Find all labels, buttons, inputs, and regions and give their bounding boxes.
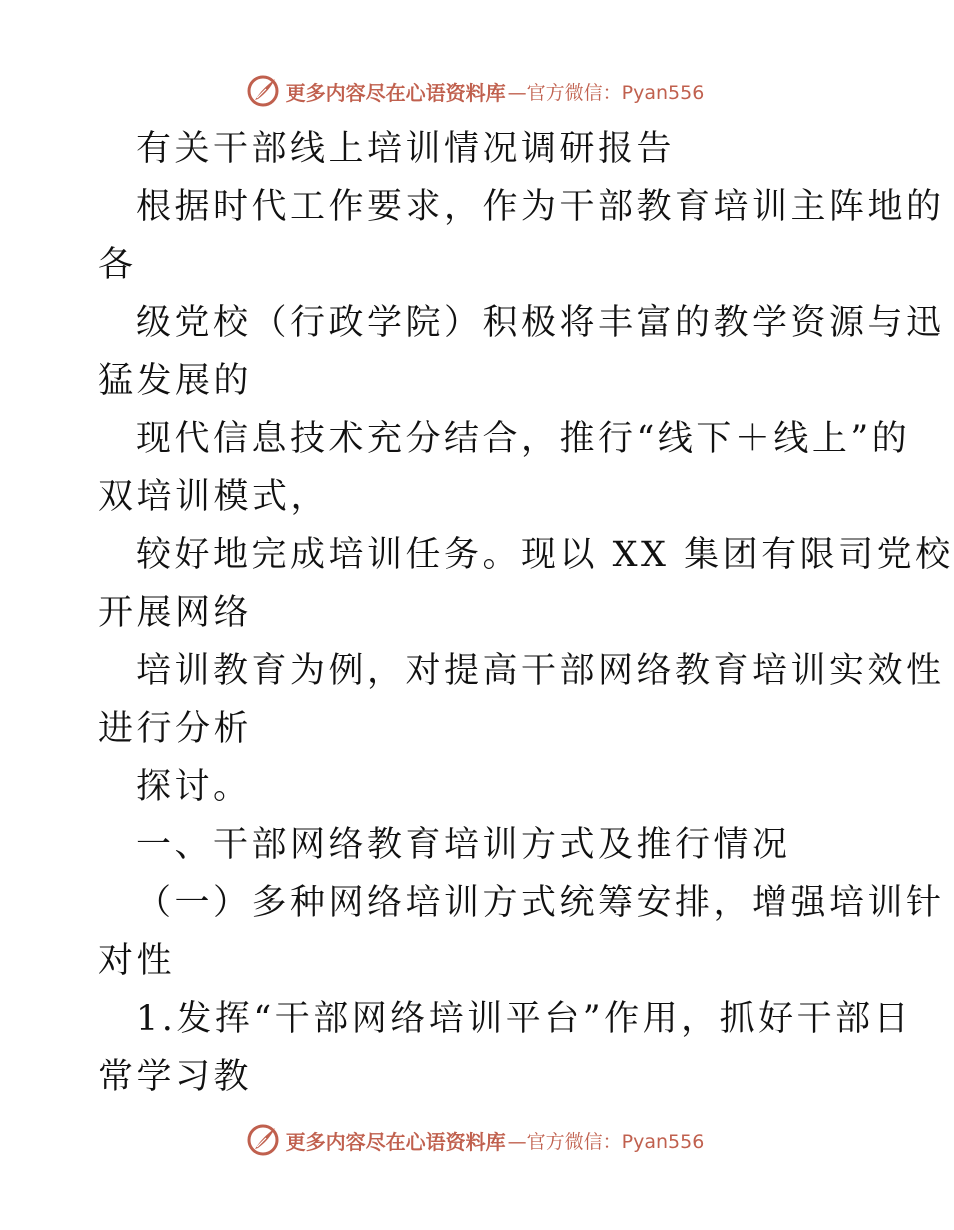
paragraph-line: 探讨。 bbox=[136, 767, 252, 807]
paragraph-line: 根据时代工作要求，作为干部教育培训主阵地的 bbox=[136, 187, 945, 227]
document-body bbox=[98, 120, 954, 1106]
section-heading: 一、干部网络教育培训方式及推行情况 bbox=[136, 825, 791, 865]
quill-logo-icon bbox=[246, 1123, 280, 1157]
paragraph-line: 现代信息技术充分结合，推行“线下＋线上”的 bbox=[136, 419, 911, 459]
paragraph-line: 猛发展的 bbox=[98, 361, 253, 401]
footer-watermark bbox=[0, 1120, 950, 1160]
paragraph-line: 较好地完成培训任务。现以 XX 集团有限司党校 bbox=[136, 535, 954, 575]
watermark-brand: 更多内容尽在心语资料库 bbox=[285, 80, 506, 105]
paragraph-line: 对性 bbox=[98, 941, 176, 981]
paragraph-line: 双培训模式， bbox=[98, 477, 330, 517]
subsection-heading: （一）多种网络培训方式统筹安排，增强培训针 bbox=[136, 883, 945, 923]
doc-title: 有关干部线上培训情况调研报告 bbox=[136, 129, 676, 169]
paragraph-line: 进行分析 bbox=[98, 709, 253, 749]
paragraph-line: 常学习教 bbox=[98, 1057, 253, 1097]
watermark-contact: —官方微信：Pyan556 bbox=[507, 81, 705, 104]
header-watermark bbox=[0, 71, 950, 111]
paragraph-line: 培训教育为例，对提高干部网络教育培训实效性 bbox=[136, 651, 945, 691]
watermark-brand: 更多内容尽在心语资料库 bbox=[285, 1129, 506, 1154]
paragraph-line: 各 bbox=[98, 245, 137, 285]
paragraph-line: 开展网络 bbox=[98, 593, 253, 633]
quill-logo-icon bbox=[246, 74, 280, 108]
list-item: 1.发挥“干部网络培训平台”作用，抓好干部日 bbox=[136, 999, 913, 1039]
watermark-contact: —官方微信：Pyan556 bbox=[507, 1130, 705, 1153]
paragraph-line: 级党校（行政学院）积极将丰富的教学资源与迅 bbox=[136, 303, 945, 343]
